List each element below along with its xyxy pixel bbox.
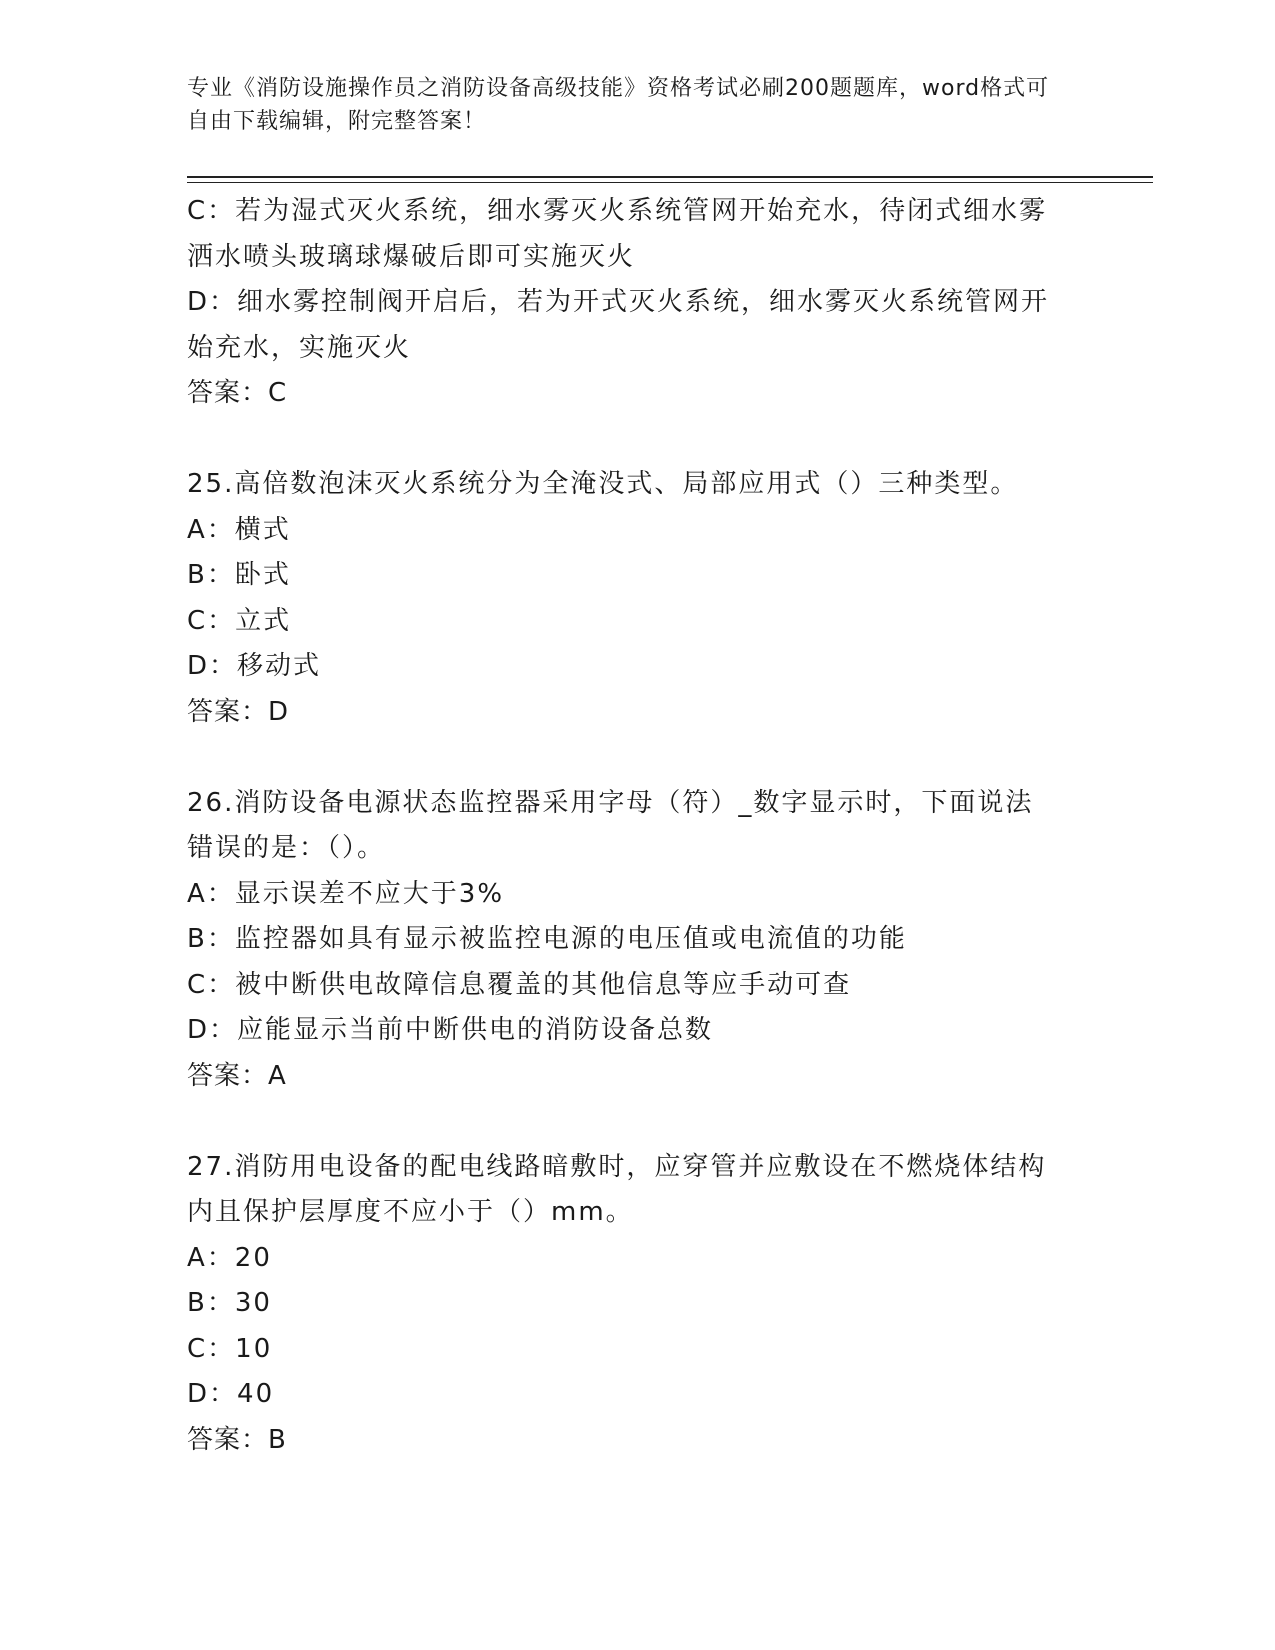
option-b: B：30 xyxy=(187,1288,272,1318)
option-d: D：移动式 xyxy=(187,651,322,681)
question-stem: 25.高倍数泡沫灭火系统分为全淹没式、局部应用式（）三种类型。 xyxy=(187,469,1019,499)
option-line: 始充水，实施灭火 xyxy=(187,332,412,363)
option-d: D：应能显示当前中断供电的消防设备总数 xyxy=(187,1015,714,1045)
answer-line: 答案：B xyxy=(187,1424,287,1455)
option-b: B：卧式 xyxy=(187,560,291,590)
header-title: 专业《消防设施操作员之消防设备高级技能》资格考试必刷200题题库，word格式可自由下载编辑，附完整答案！ xyxy=(187,76,1050,134)
header-rule-thin xyxy=(187,182,1153,183)
option-c: C：10 xyxy=(187,1333,273,1364)
document-body xyxy=(187,189,1087,1463)
question-stem: 26.消防设备电源状态监控器采用字母（符）_数字显示时，下面说法 xyxy=(187,787,1034,818)
continued-question xyxy=(187,189,1087,417)
question-25 xyxy=(187,462,1087,735)
option-a: A：显示误差不应大于3% xyxy=(187,878,505,909)
option-line: D：细水雾控制阀开启后，若为开式灭火系统，细水雾灭火系统管网开 xyxy=(187,287,1050,317)
question-26 xyxy=(187,781,1087,1100)
option-c: C：立式 xyxy=(187,605,292,636)
option-d: D：40 xyxy=(187,1379,275,1409)
answer-line: 答案：C xyxy=(187,378,288,408)
question-27 xyxy=(187,1145,1087,1464)
option-a: A：横式 xyxy=(187,514,291,545)
answer-line: 答案：D xyxy=(187,696,290,727)
question-stem: 27.消防用电设备的配电线路暗敷时，应穿管并应敷设在不燃烧体结构 xyxy=(187,1151,1047,1182)
question-stem: 内且保护层厚度不应小于（）mm。 xyxy=(187,1197,634,1227)
answer-line: 答案：A xyxy=(187,1060,287,1091)
option-b: B：监控器如具有显示被监控电源的电压值或电流值的功能 xyxy=(187,924,907,954)
document-header xyxy=(187,72,1067,138)
header-rule-thick xyxy=(187,176,1153,178)
question-stem: 错误的是：（）。 xyxy=(187,833,386,863)
option-line: 洒水喷头玻璃球爆破后即可实施灭火 xyxy=(187,241,636,272)
option-line: C：若为湿式灭火系统，细水雾灭火系统管网开始充水，待闭式细水雾 xyxy=(187,196,1048,226)
option-c: C：被中断供电故障信息覆盖的其他信息等应手动可查 xyxy=(187,969,852,1000)
option-a: A：20 xyxy=(187,1242,272,1273)
